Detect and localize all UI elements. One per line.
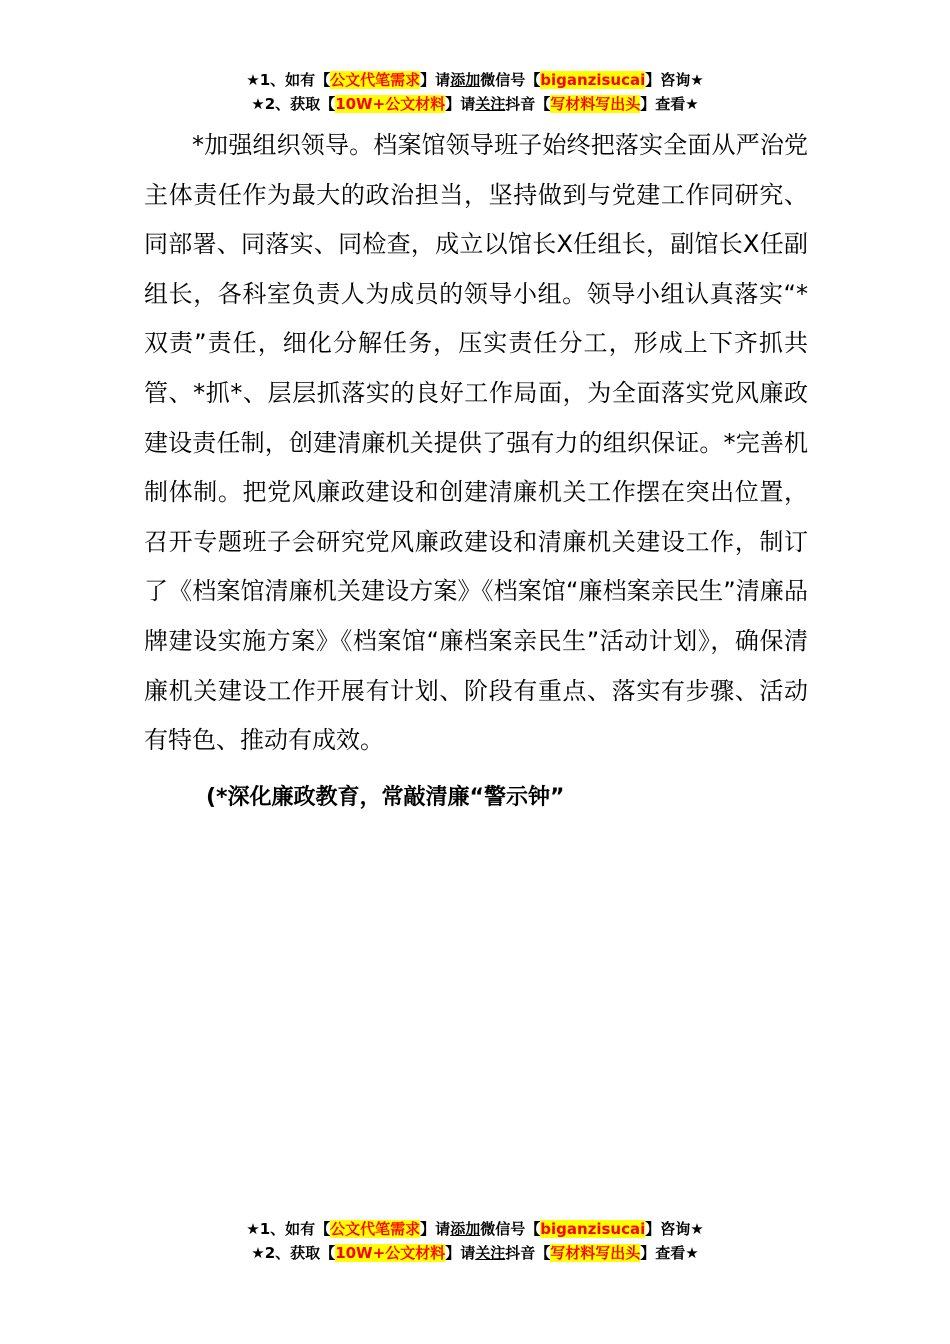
banner-highlight: biganzisucai — [540, 71, 646, 89]
banner-underline: 添加 — [450, 1220, 481, 1238]
banner-highlight: 写材料写出头 — [550, 1244, 641, 1262]
banner-text: ★1、如有【 — [246, 1220, 331, 1238]
banner-line-2 — [0, 92, 950, 116]
banner-text: 】请 — [420, 71, 451, 89]
document-body — [144, 121, 808, 814]
banner-highlight: biganzisucai — [540, 1220, 646, 1238]
banner-line-1 — [0, 1217, 950, 1241]
banner-line-1 — [0, 68, 950, 92]
body-paragraph: *加强组织领导。档案馆领导班子始终把落实全面从严治党主体责任作为最大的政治担当，坚持做到与党建工作同研究、同部署、同落实、同检查，成立以馆长X任组长，副馆长X任副组长，各科室负责人为成员的领导小组。领导小组认真落实“*双责”责任，细化分解任务，压实责任分工，形成上下齐抓共管、*抓*、层层抓落实的良好工作局面，为全面落实党风廉政建设责任制，创建清廉机关提供了强有力的组织保证。*完善机制体制。把党风廉政建设和创建清廉机关工作摆在突出位置，召开专题班子会研究党风廉政建设和清廉机关建设工作，制订了《档案馆清廉机关建设方案》《档案馆“廉档案亲民生”清廉品牌建设实施方案》《档案馆“廉档案亲民生”活动计划》，确保清廉机关建设工作开展有计划、阶段有重点、落实有步骤、活动有特色、推动有成效。 — [144, 131, 808, 755]
footer-banner — [0, 1217, 950, 1265]
banner-highlight: 公文代笔需求 — [330, 71, 421, 89]
banner-text: 】请 — [445, 1244, 476, 1262]
banner-text: 】咨询★ — [645, 71, 704, 89]
banner-text: 】请 — [445, 95, 476, 113]
banner-line-2 — [0, 1241, 950, 1265]
banner-text: 抖音【 — [505, 1244, 551, 1262]
banner-text: 】查看★ — [640, 95, 699, 113]
banner-text: ★2、获取【 — [251, 95, 336, 113]
banner-text: ★2、获取【 — [251, 1244, 336, 1262]
banner-text: ★1、如有【 — [246, 71, 331, 89]
banner-text: 微信号【 — [480, 71, 541, 89]
banner-text: 微信号【 — [480, 1220, 541, 1238]
banner-highlight: 写材料写出头 — [550, 95, 641, 113]
banner-text: 】咨询★ — [645, 1220, 704, 1238]
banner-highlight: 公文代笔需求 — [330, 1220, 421, 1238]
banner-highlight: 10W+公文材料 — [335, 95, 446, 113]
banner-text: 抖音【 — [505, 95, 551, 113]
banner-underline: 添加 — [450, 71, 481, 89]
banner-text: 】查看★ — [640, 1244, 699, 1262]
banner-highlight: 10W+公文材料 — [335, 1244, 446, 1262]
banner-underline: 关注 — [475, 95, 506, 113]
section-heading: (*深化廉政教育，常敲清廉“警示钟” — [206, 784, 565, 810]
header-banner — [0, 68, 950, 116]
banner-text: 】请 — [420, 1220, 451, 1238]
banner-underline: 关注 — [475, 1244, 506, 1262]
